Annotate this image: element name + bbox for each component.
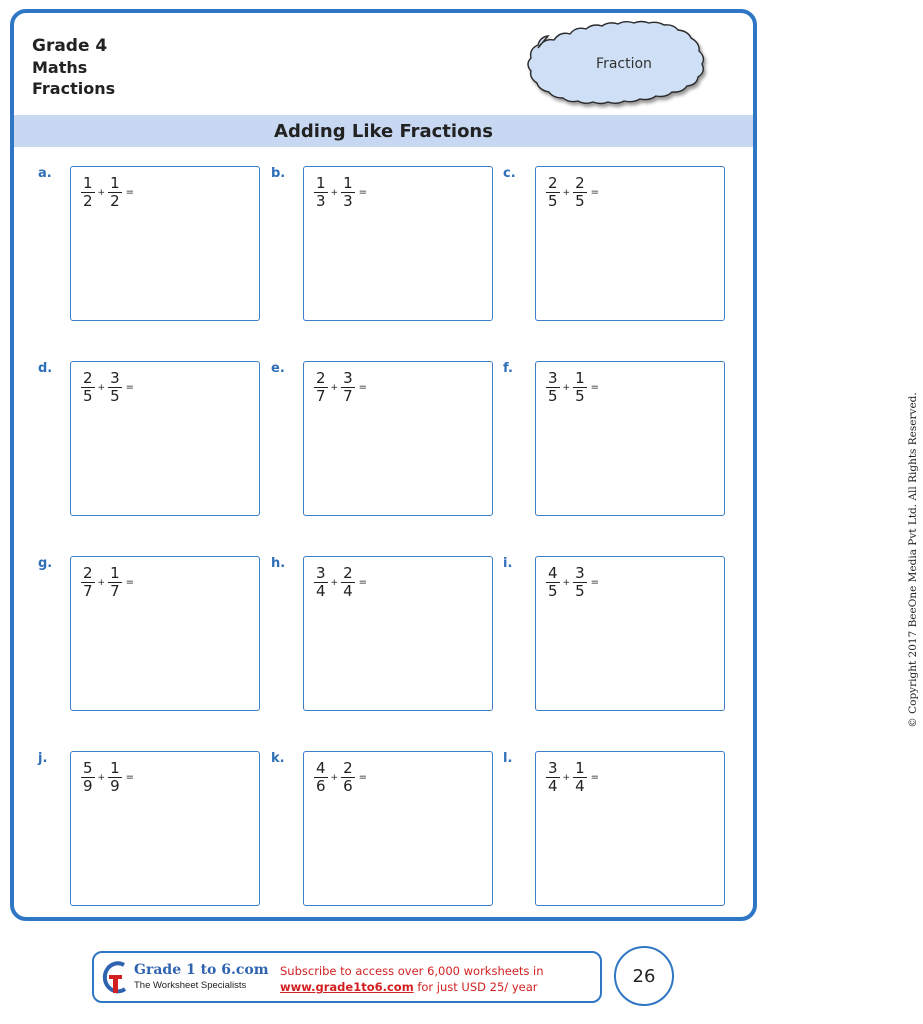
fraction-2 <box>573 175 587 210</box>
footer-banner <box>92 951 602 1003</box>
equals-sign: = <box>125 187 135 198</box>
fraction-2 <box>341 370 355 405</box>
denominator: 5 <box>83 387 93 405</box>
denominator: 5 <box>575 192 585 210</box>
fraction-1 <box>314 370 328 405</box>
problem-letter: g. <box>38 556 53 571</box>
problem-letter: c. <box>503 166 516 181</box>
brand-name: Grade 1 to 6.com <box>134 962 269 978</box>
denominator: 5 <box>110 387 120 405</box>
fraction-2 <box>573 370 587 405</box>
answer-box[interactable] <box>303 166 493 321</box>
problem-letter: l. <box>503 751 513 766</box>
answer-box[interactable] <box>303 751 493 906</box>
numerator: 3 <box>343 369 353 387</box>
numerator: 5 <box>83 759 93 777</box>
equals-sign: = <box>590 187 600 198</box>
answer-box[interactable] <box>535 556 725 711</box>
denominator: 3 <box>343 192 353 210</box>
fraction-2 <box>108 760 122 795</box>
fraction-2 <box>341 760 355 795</box>
plus-sign: + <box>97 577 106 588</box>
fraction-2 <box>108 370 122 405</box>
denominator: 3 <box>316 192 326 210</box>
fraction-expression <box>546 760 599 795</box>
answer-box[interactable] <box>535 751 725 906</box>
plus-sign: + <box>562 382 571 393</box>
problem-item <box>271 166 503 326</box>
fraction-1 <box>314 175 328 210</box>
denominator: 5 <box>548 192 558 210</box>
numerator: 3 <box>316 564 326 582</box>
page-number: 26 <box>614 946 674 1006</box>
equals-sign: = <box>358 382 368 393</box>
fraction-1 <box>314 565 328 600</box>
fraction-2 <box>573 760 587 795</box>
fraction-1 <box>81 565 95 600</box>
denominator: 4 <box>343 582 353 600</box>
denominator: 7 <box>316 387 326 405</box>
problem-letter: k. <box>271 751 285 766</box>
numerator: 2 <box>343 759 353 777</box>
problem-item <box>38 361 270 521</box>
answer-box[interactable] <box>70 361 260 516</box>
denominator: 6 <box>343 777 353 795</box>
promo-line-2: for just USD 25/ year <box>413 980 538 994</box>
worksheet-header <box>32 36 115 99</box>
denominator: 6 <box>316 777 326 795</box>
fraction-expression <box>546 175 599 210</box>
problem-item <box>503 361 735 521</box>
fraction-1 <box>81 370 95 405</box>
plus-sign: + <box>562 772 571 783</box>
numerator: 1 <box>316 174 326 192</box>
subscribe-promo <box>280 963 600 995</box>
numerator: 1 <box>110 174 120 192</box>
fraction-expression <box>81 175 134 210</box>
plus-sign: + <box>330 577 339 588</box>
promo-line-1: Subscribe to access over 6,000 worksheets in <box>280 964 544 978</box>
plus-sign: + <box>562 577 571 588</box>
numerator: 1 <box>110 759 120 777</box>
fraction-2 <box>573 565 587 600</box>
subject-label: Maths <box>32 58 88 77</box>
badge-label: Fraction <box>596 56 652 72</box>
numerator: 2 <box>316 369 326 387</box>
problem-item <box>38 166 270 326</box>
numerator: 3 <box>110 369 120 387</box>
fraction-expression <box>546 565 599 600</box>
denominator: 5 <box>575 387 585 405</box>
fraction-1 <box>81 175 95 210</box>
denominator: 2 <box>83 192 93 210</box>
numerator: 1 <box>110 564 120 582</box>
fraction-expression <box>81 370 134 405</box>
plus-sign: + <box>97 772 106 783</box>
numerator: 2 <box>575 174 585 192</box>
numerator: 3 <box>548 369 558 387</box>
denominator: 5 <box>548 582 558 600</box>
numerator: 1 <box>83 174 93 192</box>
fraction-expression <box>546 370 599 405</box>
denominator: 7 <box>83 582 93 600</box>
plus-sign: + <box>330 772 339 783</box>
denominator: 5 <box>575 582 585 600</box>
problem-item <box>503 166 735 326</box>
equals-sign: = <box>358 577 368 588</box>
numerator: 4 <box>548 564 558 582</box>
fraction-1 <box>546 760 560 795</box>
numerator: 1 <box>575 759 585 777</box>
copyright-notice: © Copyright 2017 BeeOne Media Pvt Ltd. All Rights Reserved. <box>907 392 919 728</box>
plus-sign: + <box>97 187 106 198</box>
answer-box[interactable] <box>535 361 725 516</box>
equals-sign: = <box>125 577 135 588</box>
numerator: 3 <box>575 564 585 582</box>
answer-box[interactable] <box>70 751 260 906</box>
numerator: 1 <box>343 174 353 192</box>
topic-label: Fractions <box>32 79 116 98</box>
fraction-1 <box>546 370 560 405</box>
answer-box[interactable] <box>303 556 493 711</box>
grade1to6-logo-icon <box>100 959 130 997</box>
problem-item <box>38 751 270 911</box>
fraction-1 <box>546 175 560 210</box>
plus-sign: + <box>97 382 106 393</box>
problem-letter: e. <box>271 361 285 376</box>
denominator: 7 <box>343 387 353 405</box>
problem-item <box>271 361 503 521</box>
equals-sign: = <box>125 382 135 393</box>
denominator: 5 <box>548 387 558 405</box>
promo-link[interactable]: www.grade1to6.com <box>280 980 414 994</box>
problem-item <box>271 556 503 716</box>
fraction-1 <box>314 760 328 795</box>
fraction-1 <box>81 760 95 795</box>
numerator: 4 <box>316 759 326 777</box>
denominator: 7 <box>110 582 120 600</box>
numerator: 1 <box>575 369 585 387</box>
numerator: 2 <box>83 369 93 387</box>
denominator: 2 <box>110 192 120 210</box>
fraction-2 <box>108 565 122 600</box>
grade-label: Grade 4 <box>32 36 108 56</box>
plus-sign: + <box>330 382 339 393</box>
fraction-2 <box>341 565 355 600</box>
numerator: 2 <box>83 564 93 582</box>
brand-tagline: The Worksheet Specialists <box>134 980 247 991</box>
equals-sign: = <box>358 187 368 198</box>
equals-sign: = <box>125 772 135 783</box>
denominator: 4 <box>316 582 326 600</box>
problem-letter: f. <box>503 361 513 376</box>
fraction-1 <box>546 565 560 600</box>
worksheet-title: Adding Like Fractions <box>14 115 753 147</box>
denominator: 9 <box>110 777 120 795</box>
answer-box[interactable] <box>535 166 725 321</box>
numerator: 2 <box>548 174 558 192</box>
answer-box[interactable] <box>70 166 260 321</box>
problem-item <box>503 556 735 716</box>
fraction-expression <box>314 370 367 405</box>
fraction-expression <box>314 175 367 210</box>
numerator: 3 <box>548 759 558 777</box>
answer-box[interactable] <box>303 361 493 516</box>
problem-item <box>271 751 503 911</box>
problem-item <box>38 556 270 716</box>
fraction-expression <box>314 760 367 795</box>
denominator: 4 <box>548 777 558 795</box>
problem-letter: h. <box>271 556 286 571</box>
equals-sign: = <box>590 382 600 393</box>
equals-sign: = <box>590 577 600 588</box>
fraction-expression <box>81 565 134 600</box>
fraction-expression <box>314 565 367 600</box>
numerator: 2 <box>343 564 353 582</box>
problem-item <box>503 751 735 911</box>
problem-letter: a. <box>38 166 52 181</box>
denominator: 4 <box>575 777 585 795</box>
problem-letter: i. <box>503 556 513 571</box>
fraction-2 <box>341 175 355 210</box>
equals-sign: = <box>590 772 600 783</box>
answer-box[interactable] <box>70 556 260 711</box>
plus-sign: + <box>330 187 339 198</box>
problem-letter: j. <box>38 751 48 766</box>
plus-sign: + <box>562 187 571 198</box>
equals-sign: = <box>358 772 368 783</box>
denominator: 9 <box>83 777 93 795</box>
problem-letter: b. <box>271 166 286 181</box>
fraction-2 <box>108 175 122 210</box>
fraction-expression <box>81 760 134 795</box>
problem-letter: d. <box>38 361 53 376</box>
